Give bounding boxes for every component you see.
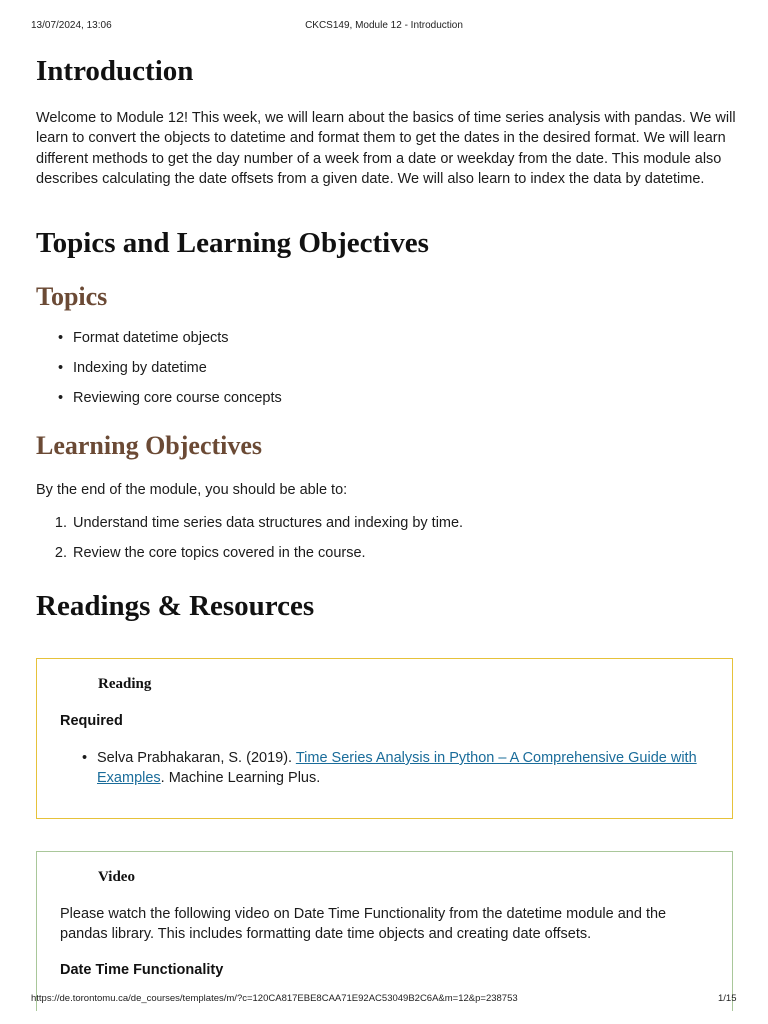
- reading-box-title: Reading: [98, 676, 152, 692]
- bullet-icon: •: [58, 360, 64, 376]
- video-box-title: Video: [98, 869, 135, 885]
- video-paragraph: Please watch the following video on Date Time Functionality from the datetime module and the pandas library. This includes formatting date time objects and creating date offsets.: [60, 906, 667, 943]
- objectives-intro: By the end of the module, you should be able to:: [36, 482, 348, 498]
- page-number: 1/15: [718, 993, 737, 1004]
- list-item: 1. Understand time series data structures and indexing by time.: [54, 515, 464, 531]
- objectives-list: [36, 515, 736, 575]
- reading-required-label: Required: [60, 713, 123, 729]
- list-item: • Reviewing core course concepts: [58, 390, 282, 406]
- list-item: • Indexing by datetime: [58, 360, 207, 376]
- reading-link[interactable]: Time Series Analysis in Python – A Comprehensive Guide with Examples: [97, 750, 697, 787]
- objectives-heading: Learning Objectives: [36, 431, 263, 460]
- bullet-icon: •: [58, 330, 64, 346]
- print-page-title: CKCS149, Module 12 - Introduction: [305, 20, 463, 31]
- topics-objectives-heading: Topics and Learning Objectives: [36, 227, 429, 259]
- resources-heading: Readings & Resources: [36, 590, 315, 622]
- video-subheading: Date Time Functionality: [60, 962, 224, 978]
- topics-list: [36, 330, 736, 420]
- list-item: • Selva Prabhakaran, S. (2019). Time Series Analysis in Python – A Comprehensive Guide with Examples. Machine Learning Plus.: [82, 750, 697, 787]
- bullet-icon: •: [58, 390, 64, 406]
- reading-box: [36, 658, 733, 819]
- video-box: [36, 851, 733, 1011]
- list-item: • Format datetime objects: [58, 330, 229, 346]
- print-date: 13/07/2024, 13:06: [31, 20, 112, 31]
- reading-list: [60, 748, 700, 789]
- topics-heading: Topics: [36, 282, 108, 311]
- intro-heading: Introduction: [36, 55, 194, 87]
- print-url: https://de.torontomu.ca/de_courses/templates/m/?c=120CA817EBE8CAA71E92AC53049B2C6A&m=12&p=238753: [31, 993, 518, 1004]
- list-item: 2. Review the core topics covered in the course.: [54, 545, 366, 561]
- intro-paragraph: Welcome to Module 12! This week, we will learn about the basics of time series analysis with pandas. We will learn to convert the objects to datetime and format them to get the dates in the desired format. We will learn different methods to get the day number of a week from a date or weekday from the date. This module also describes calculating the date offsets from a given date. We will also learn to index the data by datetime.: [36, 110, 736, 187]
- bullet-icon: •: [82, 750, 88, 766]
